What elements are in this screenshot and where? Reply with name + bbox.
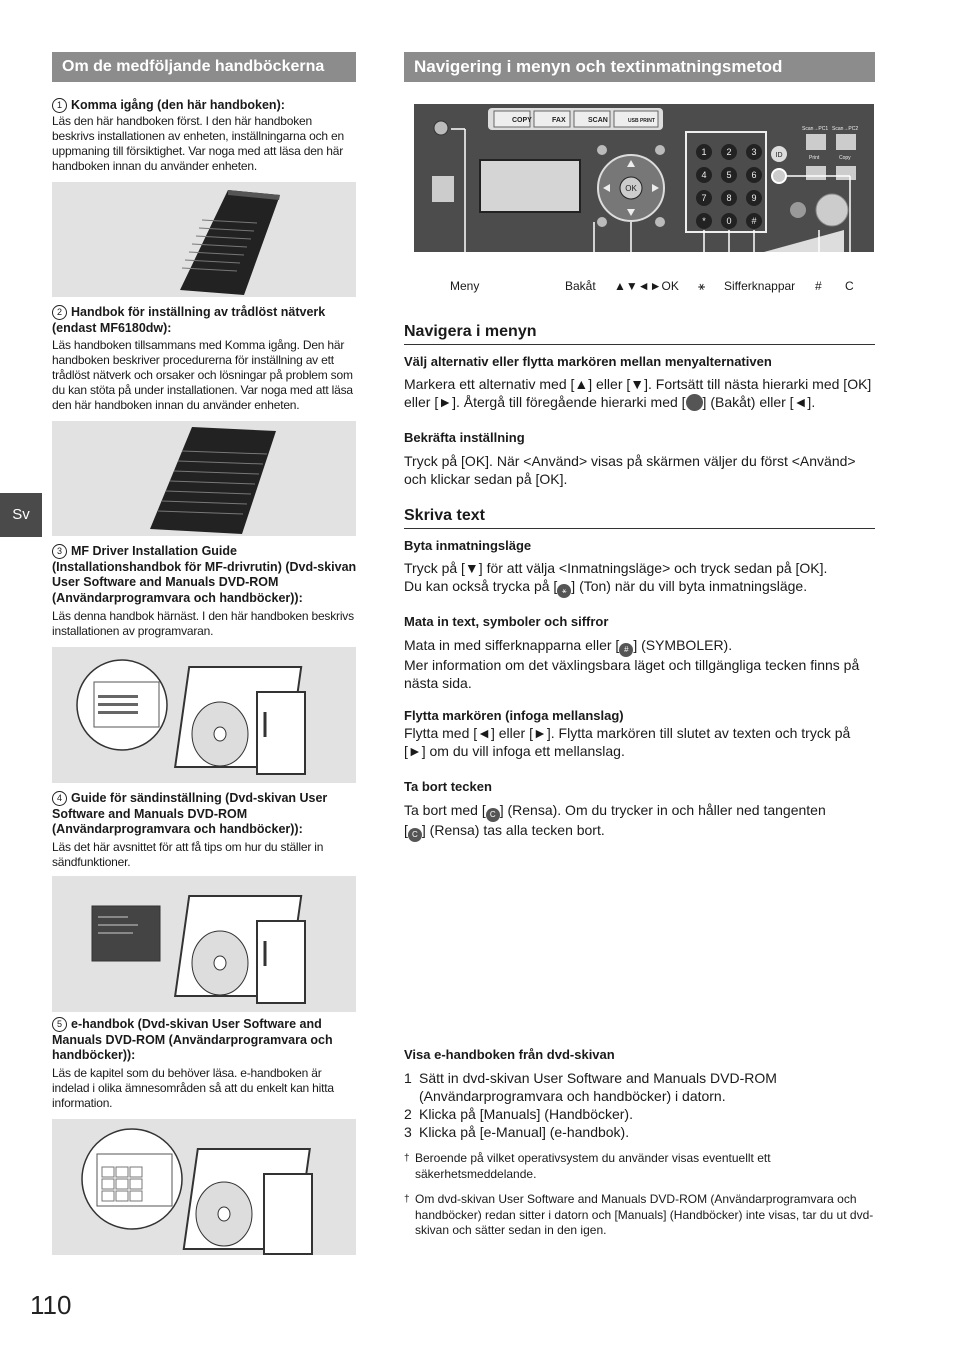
footnote-text: Beroende på vilket operativsystem du använder visas eventuellt ett säkerhetsmeddelande. bbox=[415, 1151, 771, 1181]
step-number: 1 bbox=[404, 1070, 412, 1086]
nav-para2: Tryck på [OK]. När <Använd> visas på skärmen väljer du först <Använd> och klickar sedan på [OK]. bbox=[404, 453, 856, 487]
ehandbook-title: Visa e-handboken från dvd-skivan bbox=[404, 1047, 615, 1062]
nav-sub2: Bekräfta inställning bbox=[404, 430, 525, 445]
language-tab: Sv bbox=[0, 493, 42, 537]
dvd-image-4 bbox=[52, 876, 356, 1012]
step-text: Klicka på [Manuals] (Handböcker). bbox=[419, 1106, 633, 1122]
text-para1-line2a: Du kan också trycka på [ bbox=[404, 577, 558, 594]
copy-key-label: COPY bbox=[512, 117, 532, 124]
scan-pc1-label: Scan→PC1 bbox=[802, 126, 829, 132]
dagger-mark: † bbox=[404, 1194, 410, 1205]
key-7: 7 bbox=[701, 193, 707, 203]
label-tone: ⚹ bbox=[698, 279, 706, 293]
key-6: 6 bbox=[751, 170, 757, 180]
item-1-title bbox=[52, 98, 357, 114]
step-3 bbox=[404, 1123, 875, 1141]
item-4-title bbox=[52, 791, 357, 838]
step-1 bbox=[404, 1069, 875, 1105]
key-4: 4 bbox=[701, 170, 707, 180]
item-2-number: 2 bbox=[52, 305, 67, 320]
text-para4-c: [ bbox=[404, 822, 408, 838]
scan-key-label: SCAN bbox=[588, 117, 608, 124]
booklet-illustration bbox=[52, 421, 356, 536]
fax-key-label: FAX bbox=[552, 117, 566, 124]
item-2-body: Läs handboken tillsammans med Komma igång. Den här handboken beskriver procedurerna för inställning av ett trådlöst nätverk och orsaker och lösningar på problem som du kan stöta på under installationen. Var noga med att läsa den här handboken innan du använder enheten. bbox=[52, 338, 353, 412]
footnote-2 bbox=[404, 1192, 875, 1239]
step-text: Sätt in dvd-skivan User Software and Manuals DVD-ROM (Användarprogramvara och handböcker) i datorn. bbox=[419, 1070, 777, 1104]
control-panel-illustration bbox=[414, 104, 874, 252]
item-4-body: Läs det här avsnittet för att få tips om hur du ställer in sändfunktioner. bbox=[52, 840, 324, 869]
tone-icon: ⚹ bbox=[557, 584, 571, 598]
text-sub1: Byta inmatningsläge bbox=[404, 538, 532, 553]
item-3-title-text: MF Driver Installation Guide (Installationshandbok för MF-drivrutin) (Dvd-skivan User Software and Manuals DVD-ROM (Användarprogramvara och handböcker)): bbox=[52, 544, 357, 605]
key-8: 8 bbox=[726, 193, 732, 203]
item-4-number: 4 bbox=[52, 791, 67, 806]
ok-key-label: OK bbox=[625, 184, 637, 193]
booklet-image-2 bbox=[52, 421, 356, 536]
key-star: * bbox=[702, 216, 706, 226]
dagger-mark: † bbox=[404, 1153, 410, 1164]
label-arrows-ok: ▲▼◄►OK bbox=[614, 279, 679, 293]
key-1: 1 bbox=[701, 147, 707, 157]
text-para2 bbox=[404, 637, 875, 692]
computer-dvd-illustration bbox=[52, 1119, 356, 1255]
text-para4-a: Ta bort med [ bbox=[404, 802, 486, 818]
item-3-body: Läs denna handbok härnäst. I den här handboken beskrivs installationen av programvaran. bbox=[52, 609, 354, 638]
left-section-header: Om de medföljande handböckerna bbox=[52, 52, 356, 82]
text-sub4: Ta bort tecken bbox=[404, 779, 492, 794]
key-5: 5 bbox=[726, 170, 732, 180]
computer-dvd-illustration bbox=[52, 647, 356, 783]
footnote-text: Om dvd-skivan User Software and Manuals DVD-ROM (Användarprogramvara och handböcker) redan sitter i datorn och [Manuals] (Handböcker) inte visas, tar du ut dvd-skivan och sätter sedan in den igen. bbox=[415, 1192, 874, 1237]
dvd-image-5 bbox=[52, 1119, 356, 1255]
computer-dvd-illustration bbox=[52, 876, 356, 1012]
step-number: 2 bbox=[404, 1106, 412, 1122]
text-sub2: Mata in text, symboler och siffror bbox=[404, 614, 609, 629]
text-para4 bbox=[404, 802, 875, 842]
ehandbook-steps bbox=[404, 1069, 875, 1141]
clear-icon: C bbox=[486, 808, 500, 822]
item-2-title-text: Handbok för inställning av trådlöst nätverk (endast MF6180dw): bbox=[52, 305, 326, 335]
nav-para1-a: Markera ett alternativ med [▲] eller [▼]. Fortsätt till nästa hierarki med [OK] eller [►]. Återgå till föregående hierarki med [ bbox=[404, 376, 872, 410]
booklet-illustration bbox=[52, 182, 356, 297]
text-para2-line2: Mer information om det växlingsbara läget och tillgängliga tecken finns på nästa sida. bbox=[404, 657, 860, 691]
item-5-number: 5 bbox=[52, 1017, 67, 1032]
text-para3: Flytta med [◄] eller [►]. Flytta markören till slutet av texten och tryck på [►] om du vill infoga ett mellanslag. bbox=[404, 725, 851, 759]
text-section-title: Skriva text bbox=[404, 507, 875, 529]
item-3-title bbox=[52, 544, 357, 606]
step-number: 3 bbox=[404, 1124, 412, 1140]
key-2: 2 bbox=[726, 147, 732, 157]
footnote-1 bbox=[404, 1151, 875, 1182]
step-text: Klicka på [e-Manual] (e-handbok). bbox=[419, 1124, 630, 1140]
item-1-body: Läs den här handboken först. I den här handboken beskrivs installationen av enheten, inställningarna och en uppmaning till försiktighet. Var noga med att läsa den här handboken innan du använder enheten. bbox=[52, 114, 344, 173]
nav-sub1: Välj alternativ eller flytta markören mellan menyalternativen bbox=[404, 354, 772, 369]
item-5-body: Läs de kapitel som du behöver läsa. e-handboken är indelad i olika ämnesområden så att du enkelt kan hitta information. bbox=[52, 1066, 334, 1110]
label-clear: C bbox=[845, 279, 854, 293]
label-menu: Meny bbox=[450, 279, 480, 293]
right-section-header: Navigering i menyn och textinmatningsmetod bbox=[404, 52, 875, 82]
text-sub3: Flytta markören (infoga mellanslag) bbox=[404, 708, 624, 723]
item-1-number: 1 bbox=[52, 98, 67, 113]
nav-section-title: Navigera i menyn bbox=[404, 323, 875, 345]
page-number: 110 bbox=[30, 1290, 72, 1320]
dvd-image-3 bbox=[52, 647, 356, 783]
text-para2-line1b: ] (SYMBOLER). bbox=[633, 637, 733, 653]
key-0: 0 bbox=[726, 216, 732, 226]
item-4-title-text: Guide för sändinställning (Dvd-skivan User Software and Manuals DVD-ROM (Användarprogramvara och handböcker)): bbox=[52, 791, 328, 836]
item-2-title bbox=[52, 305, 357, 336]
key-9: 9 bbox=[751, 193, 757, 203]
id-key-label: ID bbox=[775, 152, 783, 159]
clear-icon: C bbox=[408, 828, 422, 842]
usb-print-key-label: USB PRINT bbox=[628, 118, 655, 124]
nav-para1 bbox=[404, 376, 875, 411]
key-3: 3 bbox=[751, 147, 757, 157]
ecopy-label: Copy bbox=[839, 155, 851, 161]
label-back: Bakåt bbox=[565, 279, 596, 293]
item-1-title-text: Komma igång (den här handboken): bbox=[71, 98, 285, 112]
nav-para1-b: ] (Bakåt) eller [◄]. bbox=[702, 393, 816, 410]
text-para4-b: ] (Rensa). Om du trycker in och håller ned tangenten bbox=[499, 802, 826, 818]
item-3-number: 3 bbox=[52, 544, 67, 559]
text-para1-line2b: ] (Ton) när du vill byta inmatningsläge. bbox=[571, 577, 808, 594]
text-para1-line1: Tryck på [▼] för att välja <Inmatningsläge> och tryck sedan på [OK]. bbox=[404, 560, 828, 576]
booklet-image-1 bbox=[52, 182, 356, 297]
eprint-label: Print bbox=[809, 155, 820, 161]
back-icon bbox=[686, 394, 703, 411]
item-5-title bbox=[52, 1017, 357, 1064]
item-5-title-text: e-handbok (Dvd-skivan User Software and Manuals DVD-ROM (Användarprogramvara och handböcker)): bbox=[52, 1017, 333, 1062]
label-numeric-keys: Sifferknappar bbox=[724, 279, 796, 293]
text-para1 bbox=[404, 560, 875, 598]
scan-pc2-label: Scan→PC2 bbox=[832, 126, 859, 132]
label-hash: # bbox=[815, 279, 822, 293]
key-hash: # bbox=[751, 216, 757, 226]
callout-lines bbox=[414, 104, 874, 294]
text-para2-line1a: Mata in med sifferknapparna eller [ bbox=[404, 637, 620, 653]
step-2 bbox=[404, 1105, 875, 1123]
text-para4-d: ] (Rensa) tas alla tecken bort. bbox=[421, 822, 605, 838]
symbols-icon: # bbox=[619, 643, 633, 657]
